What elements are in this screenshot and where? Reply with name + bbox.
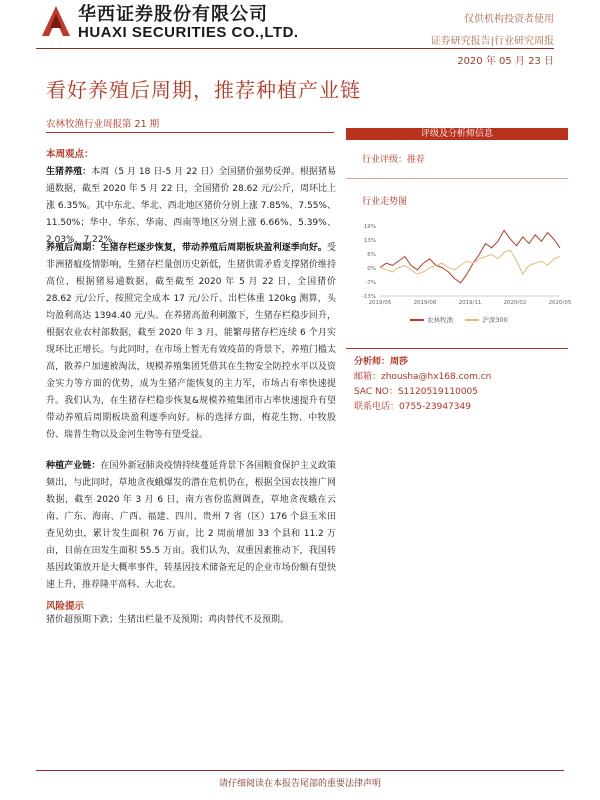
x-tick-label: 2020/05	[548, 300, 572, 306]
industry-rating: 行业评级：推荐	[362, 155, 426, 165]
analyst-name: 分析师：周莎	[354, 357, 409, 367]
series-line-0	[380, 230, 560, 283]
paragraph-pig-farming	[46, 164, 336, 249]
industry-trend-chart	[346, 212, 572, 332]
y-tick-label: -13%	[361, 294, 376, 300]
sidebar-title-bar: 评级及分析师信息	[346, 128, 568, 140]
report-subtitle: 农林牧渔行业周报第 21 期	[46, 119, 160, 130]
header-divider	[36, 48, 554, 49]
legend-swatch-agri	[410, 319, 424, 321]
report-date: 2020 年 05 月 23 日	[457, 56, 554, 67]
footer-divider	[36, 770, 564, 771]
x-tick-label: 2019/11	[458, 300, 482, 306]
paragraph-planting-text: 在国外新冠肺炎疫情持续蔓延背景下各国粮食保护主义政策频出，与此同时，草地贪夜蛾爆发的潜在危机仍在，根据全国农技推广网数据，截至 2020 年 3 月 6 日，南方省份监测调查，草地贪夜蛾在云南、广东、海南、广西、福建、四川、贵州 7 省（区）176 个县玉米田查见幼虫，累计发生面积 76 万亩，比 2 周前增加 33 个县和 11.2 万亩，目前在田发生面积 55.5 万亩。我们认为，双重因素推动下，我国转基因政策放开是大概率事件，转基因技术储备充足的企业市场份额有望快速上升，推荐隆平高科、大北农。	[46, 461, 336, 590]
analyst-email[interactable]: 邮箱：zhousha@hx168.com.cn	[354, 372, 492, 382]
paragraph-pig-farming-head: 生猪养殖：	[46, 167, 92, 177]
trend-chart-title: 行业走势图	[362, 197, 408, 207]
y-tick-label: 6%	[367, 252, 376, 258]
paragraph-pig-farming-text: 本周（5 月 18 日-5 月 22 日）全国猪价强势反弹。根据猪易通数据，截至 2020 年 5 月 22 日，全国猪价 28.62 元/公斤，周环比上涨 6.35%。其中东北、华北、西北地区猪价分别上涨 7.85%、7.55%、11.50%；华中、华东、华南、西南等地区分别上涨 6.66%、5.39%、2.03%、7.22%。	[46, 167, 336, 245]
paragraph-planting-head: 种植产业链：	[46, 461, 101, 471]
paragraph-planting	[46, 458, 336, 594]
legend-swatch-hs300	[465, 319, 479, 321]
y-tick-label: 0%	[367, 266, 376, 272]
y-tick-label: -7%	[365, 280, 376, 286]
risk-text: 猪价超预期下跌；生猪出栏量不及预期；鸡肉替代不及预期。	[46, 615, 290, 625]
x-tick-label: 2020/02	[503, 300, 527, 306]
huaxi-logo-icon	[36, 2, 76, 42]
y-tick-label: 13%	[363, 238, 376, 244]
y-tick-label: 19%	[363, 224, 376, 230]
section-heading-view: 本周观点：	[46, 149, 94, 160]
report-type: 证券研究报告|行业研究周报	[430, 36, 554, 47]
sidebar-divider	[346, 178, 568, 179]
paragraph-post-cycle	[46, 240, 336, 444]
legend-label-agri: 农林牧渔	[427, 316, 453, 324]
analyst-phone: 联系电话：0755-23947349	[354, 402, 471, 412]
brand-name-cn: 华西证券股份有限公司	[78, 4, 268, 25]
series-line-1	[380, 250, 560, 274]
audience-note: 仅供机构投资者使用	[464, 14, 554, 25]
paragraph-post-cycle-text: 受非洲猪瘟疫情影响，生猪存栏量创历史新低，生猪供需矛盾支撑猪价维持高位，根据猪易通数据，截至截至 2020 年 5 月 22 日，全国猪价 28.62 元/公斤，按照完全成本 17 元/公斤、出栏体重 120kg 测算，头均盈利高达 1394.40 元/头。在养猪高盈利刺激下，生猪存栏稳步回升，根据农业农村部数据，截至 2020 年 3 月，能繁母猪存栏连续 6 个月实现环比正增长。与此同时，在市场上暂无有效疫苗的背景下，养殖门槛太高，散养户加速被淘汰，规模养殖集团凭借其在生物安全防控水平以及资金实力等方面的优势，成为生猪产能恢复的主力军，市场占有率快速提升。我们认为，在生猪存栏稳步恢复&规模养殖集团市占率快速提升有望带动养殖后周期板块盈利逐季向好。标的选择方面，梅花生物、中牧股份、瑞普生物以及金河生物等有望受益。	[46, 243, 336, 440]
paragraph-post-cycle-head: 养殖后周期：生猪存栏逐步恢复，带动养殖后周期板块盈利逐季向好。	[46, 243, 327, 253]
analyst-sac: SAC NO：S1120519110005	[354, 387, 478, 397]
section-heading-risk: 风险提示	[46, 601, 85, 612]
x-tick-label: 2019/05	[368, 300, 392, 306]
chart-legend	[410, 315, 508, 324]
report-title: 看好养殖后周期，推荐种植产业链	[46, 78, 361, 102]
brand-name-en: HUAXI SECURITIES CO.,LTD.	[78, 24, 299, 41]
legend-label-hs300: 沪深300	[482, 316, 508, 324]
title-divider	[46, 132, 334, 133]
legal-footer: 请仔细阅读在本报告尾部的重要法律声明	[218, 779, 381, 789]
x-tick-label: 2019/08	[413, 300, 437, 306]
